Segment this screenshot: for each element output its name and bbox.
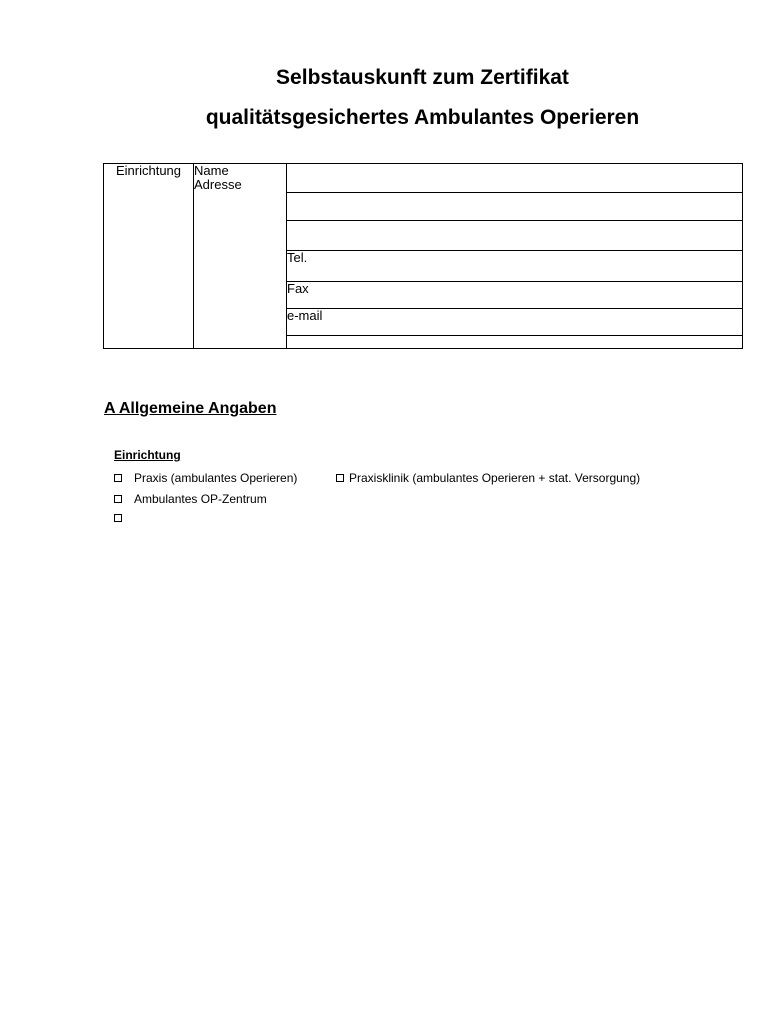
praxisklinik-checkbox[interactable] [336, 474, 344, 482]
einrichtung-label: Einrichtung [115, 163, 182, 178]
fax-label: Fax [287, 281, 309, 296]
praxis-checkbox[interactable] [114, 474, 122, 482]
address-field-1[interactable] [287, 193, 743, 221]
op-zentrum-checkbox[interactable] [114, 495, 122, 503]
tel-label: Tel. [287, 250, 308, 265]
option-op-zentrum[interactable] [114, 492, 267, 506]
option-praxisklinik[interactable] [336, 471, 640, 485]
option-praxis[interactable] [114, 471, 297, 485]
op-zentrum-label: Ambulantes OP-Zentrum [134, 492, 267, 506]
name-field[interactable] [287, 164, 743, 193]
facility-info-table [103, 163, 743, 349]
address-field-2[interactable] [287, 221, 743, 251]
fax-field[interactable] [287, 282, 743, 309]
email-label: e-mail [287, 308, 323, 323]
document-title-line-1: Selbstauskunft zum Zertifikat [276, 66, 569, 89]
name-address-label-cell [194, 164, 287, 349]
option-other[interactable] [114, 514, 134, 522]
extra-field[interactable] [287, 336, 743, 349]
section-a-heading: A Allgemeine Angaben [104, 400, 277, 417]
tel-field[interactable] [287, 251, 743, 282]
praxisklinik-label: Praxisklinik (ambulantes Operieren + stat. Versorgung) [349, 471, 641, 485]
document-title-line-2: qualitätsgesichertes Ambulantes Operieren [205, 106, 640, 129]
adresse-label: Adresse [194, 177, 242, 192]
einrichtung-label-cell [104, 164, 194, 349]
email-field[interactable] [287, 309, 743, 336]
name-label: Name [194, 163, 229, 178]
other-checkbox[interactable] [114, 514, 122, 522]
praxis-label: Praxis (ambulantes Operieren) [134, 471, 298, 485]
einrichtung-subheading: Einrichtung [114, 448, 181, 462]
